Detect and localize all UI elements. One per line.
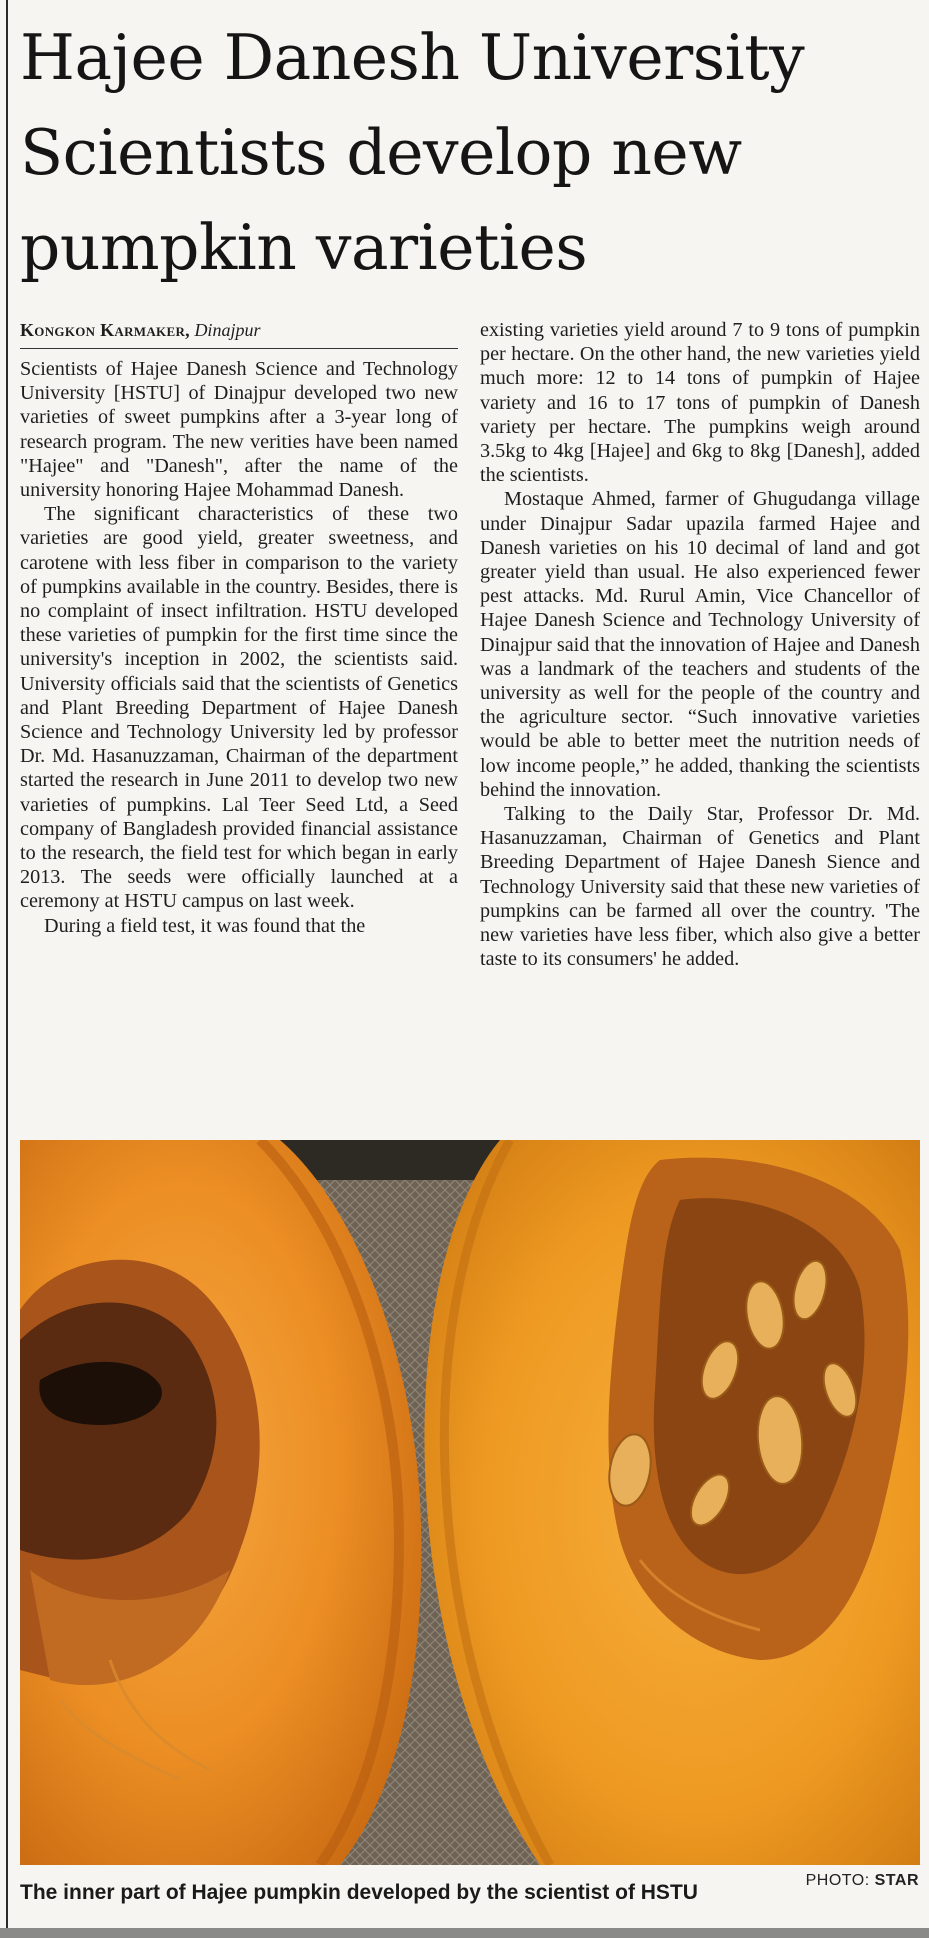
photo-credit [806, 1871, 919, 1891]
body-paragraph: Mostaque Ahmed, farmer of Ghugudanga village under Dinajpur Sadar upazila farmed Hajee and Danesh varieties on his 10 decimal of land and got greater yield than usual. He also experienced fewer pest attacks. Md. Rurul Amin, Vice Chancellor of Hajee Danesh Science and Technology University of Dinajpur said that the innovation of Hajee and Danesh was a landmark of the teachers and students of the university as well for the people of the country and the agriculture sector. “Such innovative varieties would be able to better meet the nutrition needs of low income people,” he added, thanking the scientists behind the innovation. [480, 488, 920, 801]
byline [20, 318, 458, 349]
pumpkin-photo [20, 1140, 920, 1865]
body-paragraph: existing varieties yield around 7 to 9 tons of pumpkin per hectare. On the other hand, the new varieties yield much more: 12 to 14 tons of pumpkin of Hajee variety and 16 to 17 tons of pumpkin of Danesh variety per hectare. The pumpkins weigh around 3.5kg to 4kg [Hajee] and 6kg to 8kg [Danesh], added the scientists. [480, 319, 920, 487]
body-paragraph: Talking to the Daily Star, Professor Dr. Md. Hasanuzzaman, Chairman of Genetics and Plant Breeding Department of Hajee Danesh Sience and Technology University said that these new varieties of pumpkins can be farmed all over the country. 'The new varieties have less fiber, which also give a better taste to its consumers' he added. [480, 803, 920, 971]
left-column-rule [6, 0, 8, 1928]
photo-caption: The inner part of Hajee pumpkin developed by the scientist of HSTU [20, 1881, 698, 1904]
photo-credit-source: STAR [874, 1872, 919, 1889]
bottom-border [0, 1928, 929, 1938]
article-column-right [480, 318, 920, 971]
article-column-left [20, 318, 458, 938]
byline-location: Dinajpur [194, 320, 261, 340]
photo-credit-label: PHOTO: [805, 1872, 870, 1889]
body-paragraph: During a field test, it was found that the [44, 914, 366, 937]
byline-author: Kongkon Karmaker, [20, 320, 190, 340]
article-headline: Hajee Danesh University Scientists develop new pumpkin varieties [20, 21, 805, 284]
body-paragraph: The significant characteristics of these two varieties are good yield, greater sweetness, and carotene with less fiber in comparison to the variety of pumpkins available in the country. Besides, there is no complaint of insect infiltration. HSTU developed these varieties of pumpkin for the first time since the university's inception in 2002, the scientists said. University officials said that the scientists of Genetics and Plant Breeding Department of Hajee Danesh Science and Technology University led by professor Dr. Md. Hasanuzzaman, Chairman of the department started the research in June 2011 to develop two new varieties of pumpkins. Lal Teer Seed Ltd, a Seed company of Bangladesh provided financial assistance to the research, the field test for which began in early 2013. The seeds were officially launched at a ceremony at HSTU campus on last week. [20, 503, 458, 913]
body-paragraph: Scientists of Hajee Danesh Science and Technology University [HSTU] of Dinajpur developed two new varieties of sweet pumpkins after a 3-year long of research program. The new verities have been named "Hajee" and "Danesh", after the name of the university honoring Hajee Mohammad Danesh. [20, 358, 458, 502]
